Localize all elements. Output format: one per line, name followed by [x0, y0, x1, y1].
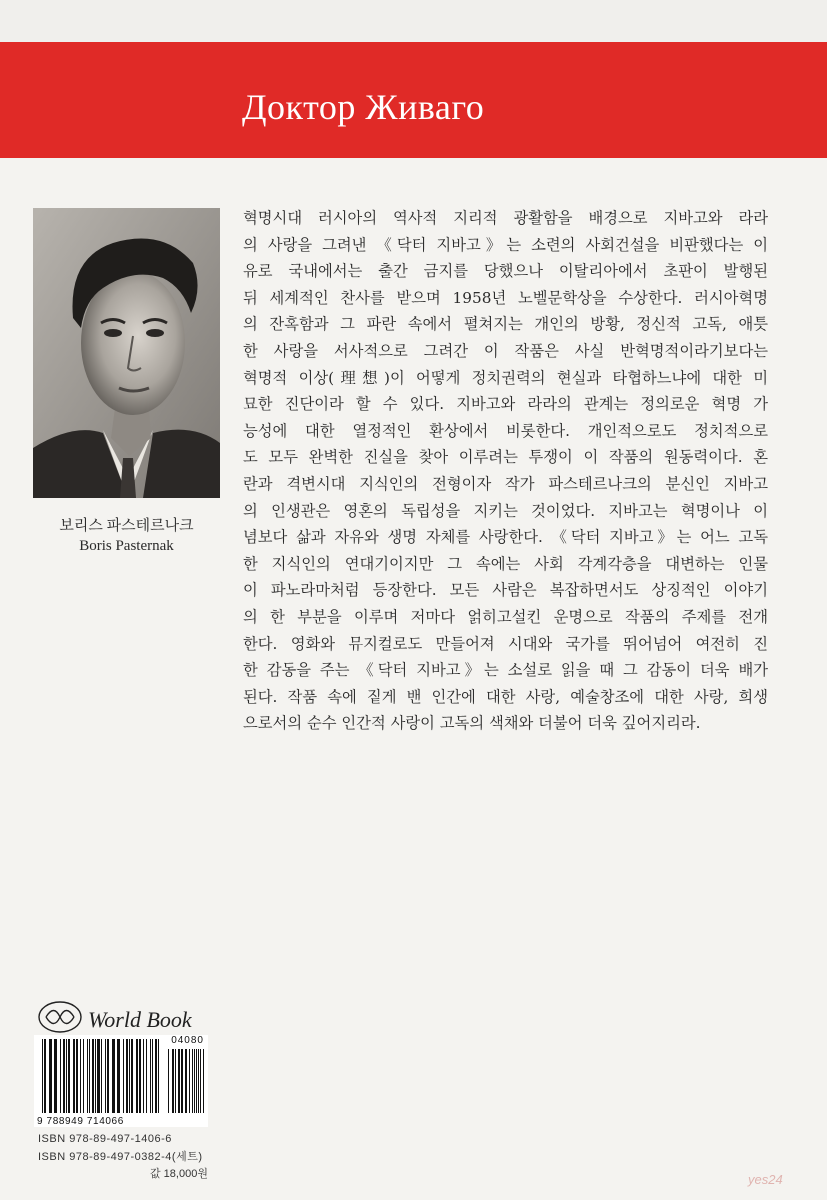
description-line: 능성에 대한 열정적인 환상에서 비롯한다. 개인적으로도 정치적으로 — [243, 421, 768, 440]
book-description — [243, 205, 768, 737]
isbn-barcode — [34, 1035, 208, 1127]
description-line: 란과 격변시대 지식인의 전형이자 작가 파스테르나크의 분신인 지바고 — [243, 474, 768, 493]
description-line: 한 지식인의 연대기이지만 그 속에는 사회 각계각층을 대변하는 인물 — [243, 554, 768, 573]
description-line: 의 인생관은 영혼의 독립성을 지키는 것이었다. 지바고는 혁명이나 이 — [243, 501, 768, 520]
price-label: 값 18,000원 — [150, 1168, 208, 1180]
isbn-line: ISBN 978-89-497-1406-6 — [38, 1133, 172, 1145]
description-line: 뒤 세계적인 찬사를 받으며 1958년 노벨문학상을 수상한다. 러시아혁명 — [243, 288, 768, 307]
description-line: 의 한 부분을 이루며 저마다 얽히고설킨 운명으로 작품의 주제를 전개 — [243, 607, 768, 626]
author-photo — [33, 208, 220, 498]
publisher-logo — [36, 998, 206, 1036]
description-line: 도 모두 완벽한 진실을 찾아 이루려는 투쟁이 이 작품의 원동력이다. 혼 — [243, 448, 768, 467]
author-name-english: Boris Pasternak — [79, 538, 174, 554]
barcode-addon-code: 04080 — [171, 1035, 204, 1046]
author-caption — [33, 516, 220, 556]
isbn-set-line: ISBN 978-89-497-0382-4(세트) — [38, 1151, 203, 1163]
publisher-name: World Book — [88, 1007, 192, 1032]
book-title: Доктор Живаго — [242, 87, 485, 127]
watermark: yes24 — [748, 1172, 783, 1187]
description-line: 혁명적 이상(理想)이 어떻게 정치권력의 현실과 타협하느냐에 대한 미 — [243, 368, 768, 387]
description-line: 의 사랑을 그려낸 《닥터 지바고》는 소련의 사회건설을 비판했다는 이 — [243, 235, 768, 254]
top-strip — [0, 0, 827, 42]
description-line: 유로 국내에서는 출간 금지를 당했으나 이탈리아에서 초판이 발행된 — [243, 262, 768, 281]
description-line: 이 파노라마처럼 등장한다. 모든 사람은 복잡하면서도 상징적인 이야기 — [243, 581, 768, 600]
description-line: 으로서의 순수 인간적 사랑이 고독의 색채와 더불어 더욱 깊어지리라. — [243, 714, 701, 733]
description-line: 의 잔혹함과 그 파란 속에서 펼쳐지는 개인의 방황, 정신적 고독, 애틋 — [243, 315, 768, 334]
description-line: 묘한 진단이라 할 수 있다. 지바고와 라라의 관계는 정의로운 혁명 가 — [243, 395, 768, 414]
publisher-emblem-icon — [36, 998, 84, 1036]
description-line: 혁명시대 러시아의 역사적 지리적 광활함을 배경으로 지바고와 라라 — [243, 209, 768, 227]
description-line: 념보다 삶과 자유와 생명 자체를 사랑한다. 《닥터 지바고》는 어느 고독 — [243, 528, 768, 547]
barcode-digits: 9 788949 714066 — [37, 1116, 124, 1127]
description-line: 한다. 영화와 뮤지컬로도 만들어져 시대와 국가를 뛰어넘어 여전히 진 — [243, 634, 768, 653]
description-line: 된다. 작품 속에 짙게 밴 인간에 대한 사랑, 예술창조에 대한 사랑, 희생 — [243, 687, 768, 706]
author-name-korean: 보리스 파스테르나크 — [59, 518, 194, 534]
description-line: 한 사랑을 서사적으로 그려간 이 작품은 사실 반혁명적이라기보다는 — [243, 341, 768, 360]
barcode-bars — [34, 1035, 208, 1127]
description-line: 한 감동을 주는 《닥터 지바고》는 소설로 읽을 때 그 감동이 더욱 배가 — [243, 661, 768, 680]
